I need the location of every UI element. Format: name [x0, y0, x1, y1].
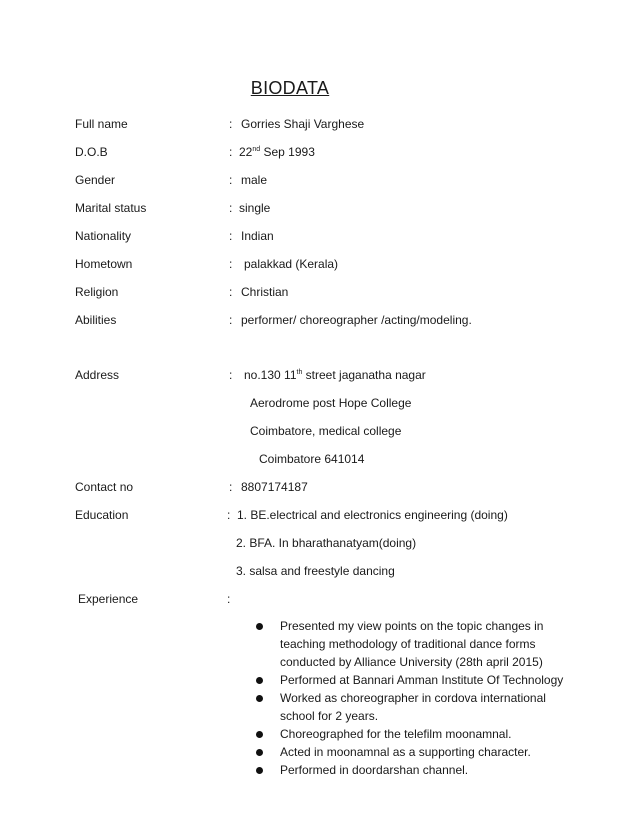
dob-month-year: Sep 1993	[260, 145, 315, 159]
experience-item-text: Performed in doordarshan channel.	[280, 763, 469, 777]
field-value-gender: male	[241, 173, 268, 187]
field-label-full-name: Full name	[75, 117, 128, 131]
field-label-nationality: Nationality	[75, 229, 132, 243]
field-colon: :	[227, 508, 231, 522]
address-line-1-street: street jaganatha nagar	[302, 368, 426, 382]
education-item: 1. BE.electrical and electronics engineering (doing)	[237, 508, 508, 522]
field-label-address: Address	[75, 368, 120, 382]
dob-day: 22	[239, 145, 253, 159]
experience-item-text: Choreographed for the telefilm moonamnal.	[280, 727, 512, 741]
address-line-2: Aerodrome post Hope College	[250, 396, 412, 410]
address-line-3: Coimbatore, medical college	[250, 424, 402, 438]
bullet-icon	[256, 695, 263, 702]
bullet-icon	[256, 767, 263, 774]
field-colon: :	[229, 313, 233, 327]
field-label-education: Education	[75, 508, 129, 522]
field-value-full-name: Gorries Shaji Varghese	[241, 117, 365, 131]
bullet-icon	[256, 731, 263, 738]
field-colon: :	[229, 368, 233, 382]
address-line-4: Coimbatore 641014	[259, 452, 365, 466]
field-value-dob	[239, 145, 315, 159]
field-label-gender: Gender	[75, 173, 116, 187]
bullet-icon	[256, 749, 263, 756]
experience-item-text: Presented my view points on the topic changes in teaching methodology of traditional dance forms conducted by Alliance University (28th april 2015)	[280, 619, 544, 669]
experience-list	[256, 617, 576, 779]
address-line-1-suffix: th	[296, 369, 303, 376]
field-colon: :	[229, 173, 233, 187]
field-value-nationality: Indian	[241, 229, 274, 243]
bullet-icon	[256, 623, 263, 630]
field-colon: :	[229, 201, 233, 215]
field-value-religion: Christian	[241, 285, 289, 299]
field-colon: :	[229, 285, 233, 299]
field-label-marital-status: Marital status	[75, 201, 147, 215]
experience-item	[256, 761, 576, 779]
field-label-experience: Experience	[78, 592, 139, 606]
page-title: BIODATA	[250, 78, 330, 98]
experience-item	[256, 617, 576, 671]
address-line-1-number: no.130 11	[244, 368, 297, 382]
experience-item-text: Performed at Bannari Amman Institute Of Technology	[280, 673, 564, 687]
field-colon: :	[229, 145, 233, 159]
experience-item	[256, 689, 576, 725]
education-item: 3. salsa and freestyle dancing	[236, 564, 395, 578]
field-colon: :	[229, 257, 233, 271]
experience-item-text: Acted in moonamnal as a supporting character.	[280, 745, 531, 759]
field-colon: :	[227, 592, 231, 606]
experience-item-text: Worked as choreographer in cordova international school for 2 years.	[280, 691, 546, 723]
field-value-hometown: palakkad (Kerala)	[244, 257, 339, 271]
field-value-marital-status: single	[239, 201, 271, 215]
field-value-contact: 8807174187	[241, 480, 308, 494]
dob-suffix: nd	[252, 146, 261, 153]
bullet-icon	[256, 677, 263, 684]
field-value-abilities: performer/ choreographer /acting/modeling.	[241, 313, 472, 327]
experience-item	[256, 725, 576, 743]
education-item: 2. BFA. In bharathanatyam(doing)	[236, 536, 417, 550]
address-line-1	[244, 368, 426, 382]
field-label-hometown: Hometown	[75, 257, 133, 271]
field-label-contact: Contact no	[75, 480, 134, 494]
experience-item	[256, 743, 576, 761]
field-colon: :	[229, 229, 233, 243]
field-label-religion: Religion	[75, 285, 119, 299]
field-label-dob: D.O.B	[75, 145, 108, 159]
experience-item	[256, 671, 576, 689]
field-colon: :	[229, 480, 233, 494]
field-label-abilities: Abilities	[75, 313, 117, 327]
field-colon: :	[229, 117, 233, 131]
